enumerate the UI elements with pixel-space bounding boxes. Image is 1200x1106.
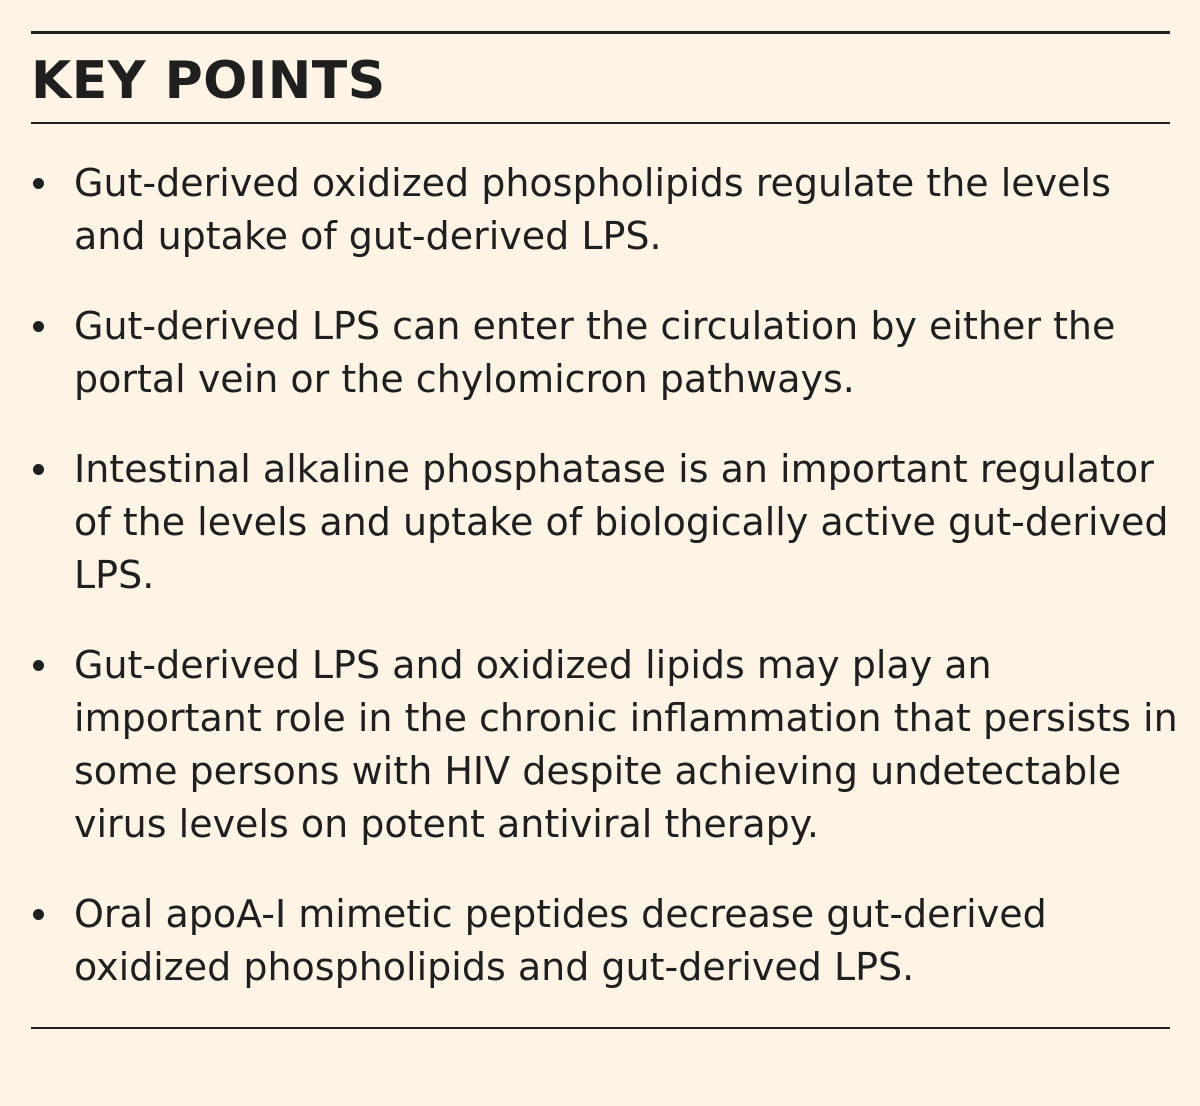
page-title: KEY POINTS (31, 51, 386, 111)
top-rule (31, 31, 1170, 34)
key-point (31, 888, 1181, 994)
key-point (31, 157, 1181, 263)
key-points-list (31, 157, 1181, 1031)
bullet-icon (33, 178, 44, 189)
bullet-icon (33, 464, 44, 475)
key-point-text: Oral apoA-I mimetic peptides decrease gut-derived oxidized phospholipids and gut-derived LPS. (74, 892, 1047, 989)
key-point (31, 443, 1181, 602)
bottom-rule (31, 1027, 1170, 1029)
key-point-text: Intestinal alkaline phosphatase is an important regulator of the levels and uptake of biologically active gut-derived LPS. (74, 447, 1169, 597)
bullet-icon (33, 321, 44, 332)
bullet-icon (33, 660, 44, 671)
key-point (31, 639, 1181, 851)
bullet-icon (33, 909, 44, 920)
key-point (31, 300, 1181, 406)
key-point-text: Gut-derived LPS can enter the circulation by either the portal vein or the chylomicron pathways. (74, 304, 1116, 401)
heading-divider (31, 122, 1170, 124)
key-point-text: Gut-derived LPS and oxidized lipids may play an important role in the chronic inflammation that persists in some persons with HIV despite achieving undetectable virus levels on potent antiviral therapy. (74, 643, 1178, 846)
key-point-text: Gut-derived oxidized phospholipids regulate the levels and uptake of gut-derived LPS. (74, 161, 1111, 258)
